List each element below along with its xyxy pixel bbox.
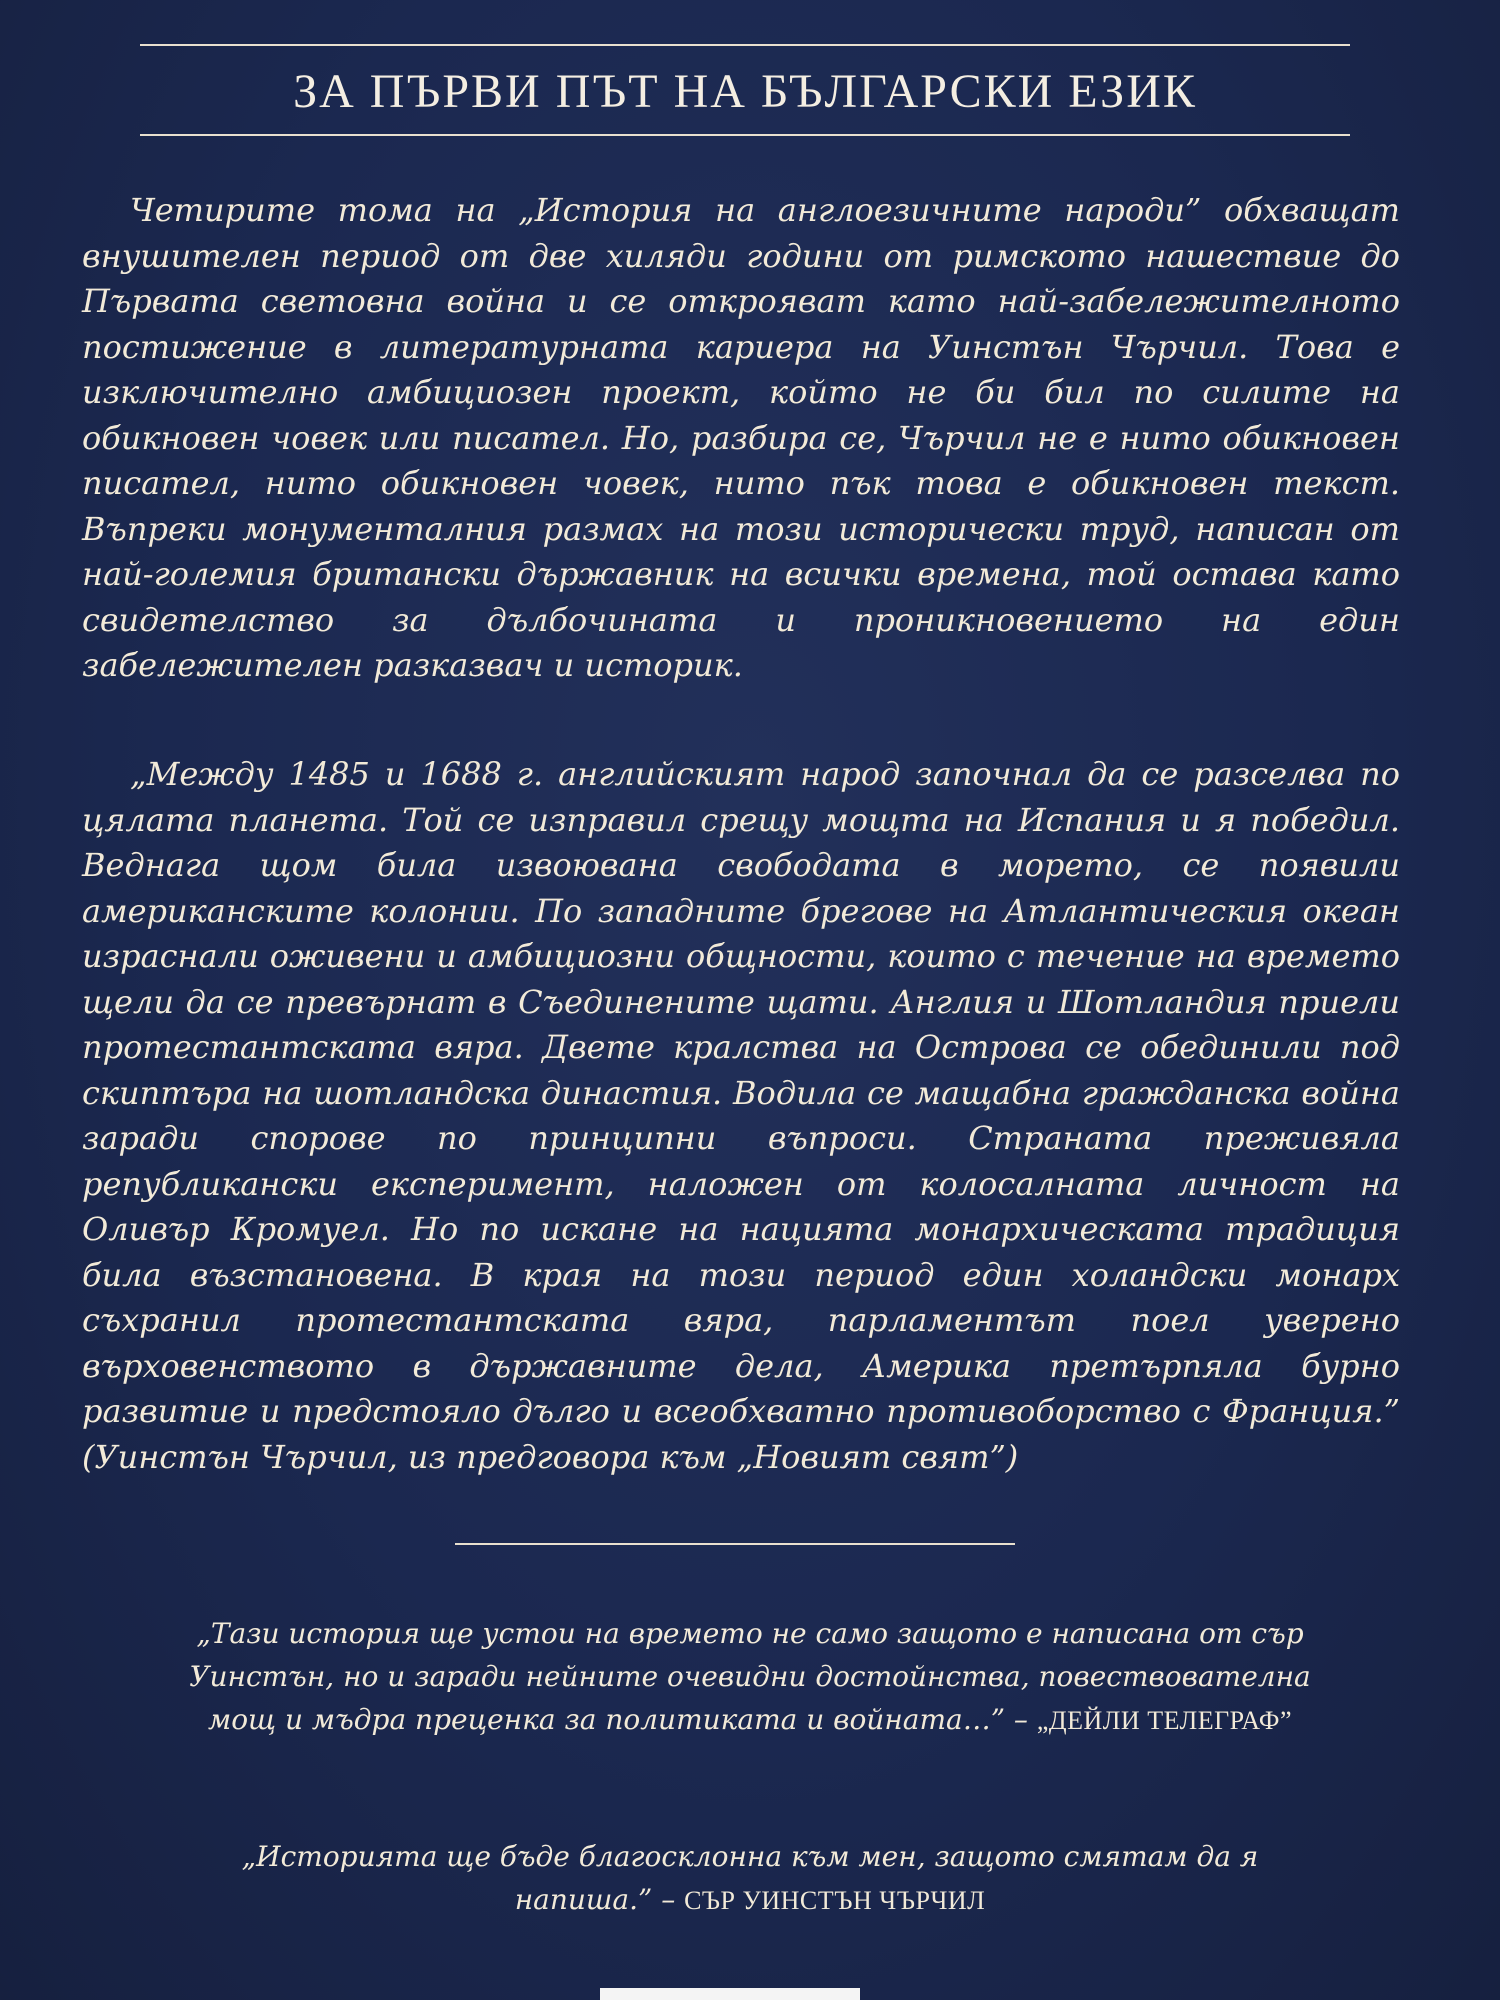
excerpt-text: „Между 1485 и 1688 г. английският народ започнал да се разселва по цялата планета. Той се изправил срещу мощта на Испания и я победил. Веднага щом била извоювана свободата в морето, се появили американските колонии. По западните брегове на Атлантическия океан израснали оживени и амбициозни общности, които с течение на времето щели да се превърнат в Съединените щати. Англия и Шотландия приели протестантската вяра. Двете кралства на Острова се обединили под скиптъра на шотландска династия. Водила се мащабна гражданска война заради спорове по принципни въпроси. Страната преживяла републикански експеримент, наложен от колосалната личност на Оливър Кромуел. Но по искане на нацията монархическата традиция била възстановена. В края на този период един холандски монарх съхранил протестантската вяра, парламентът поел уверено върховенството в държавните дела, Америка претърпяла бурно развитие и предстояло дълго и всеобхватно противоборство с Франция.”: [82, 755, 1400, 1430]
description-paragraph: [82, 188, 1400, 689]
excerpt-attribution: (Уинстън Чърчил, из предговора към „Новият свят”): [82, 1437, 1019, 1476]
top-rule: [140, 44, 1350, 46]
header-title: ЗА ПЪРВИ ПЪТ НА БЪЛГАРСКИ ЕЗИК: [293, 65, 1197, 118]
review-quote: [180, 1612, 1320, 1742]
barcode-label-edge: [600, 1988, 860, 2000]
review-quote-text: „Тази история ще устои на времето не само защото е написана от сър Уинстън, но и заради нейните очевидни достойнства, повествователна мощ и мъдра преценка за политиката и войната…” –: [189, 1617, 1311, 1736]
section-divider-rule: [455, 1543, 1015, 1545]
author-quote: [180, 1835, 1320, 1922]
description-text: Четирите тома на „История на англоезичните народи” обхващат внушителен период от две хиляди години от римското нашествие до Първата световна война и се открояват като най-забележителното постижение в литературната кариера на Уинстън Чърчил. Това е изключително амбициозен проект, който не би бил по силите на обикновен човек или писател. Но, разбира се, Чърчил не е нито обикновен писател, нито обикновен човек, нито пък това е обикновен текст. Въпреки монументалния размах на този исторически труд, написан от най-големия британски държавник на всички времена, той остава като свидетелство за дълбочината и проникновението на един забележителен разказвач и историк.: [82, 191, 1400, 684]
title-underline-rule: [140, 134, 1350, 136]
author-quote-text: „Историята ще бъде благосклонна към мен, защото смятам да я напиша.” –: [241, 1840, 1259, 1916]
excerpt-paragraph: [82, 752, 1400, 1480]
author-quote-source: СЪР УИНСТЪН ЧЪРЧИЛ: [684, 1886, 986, 1915]
review-quote-source: „ДЕЙЛИ ТЕЛЕГРАФ”: [1036, 1706, 1293, 1735]
